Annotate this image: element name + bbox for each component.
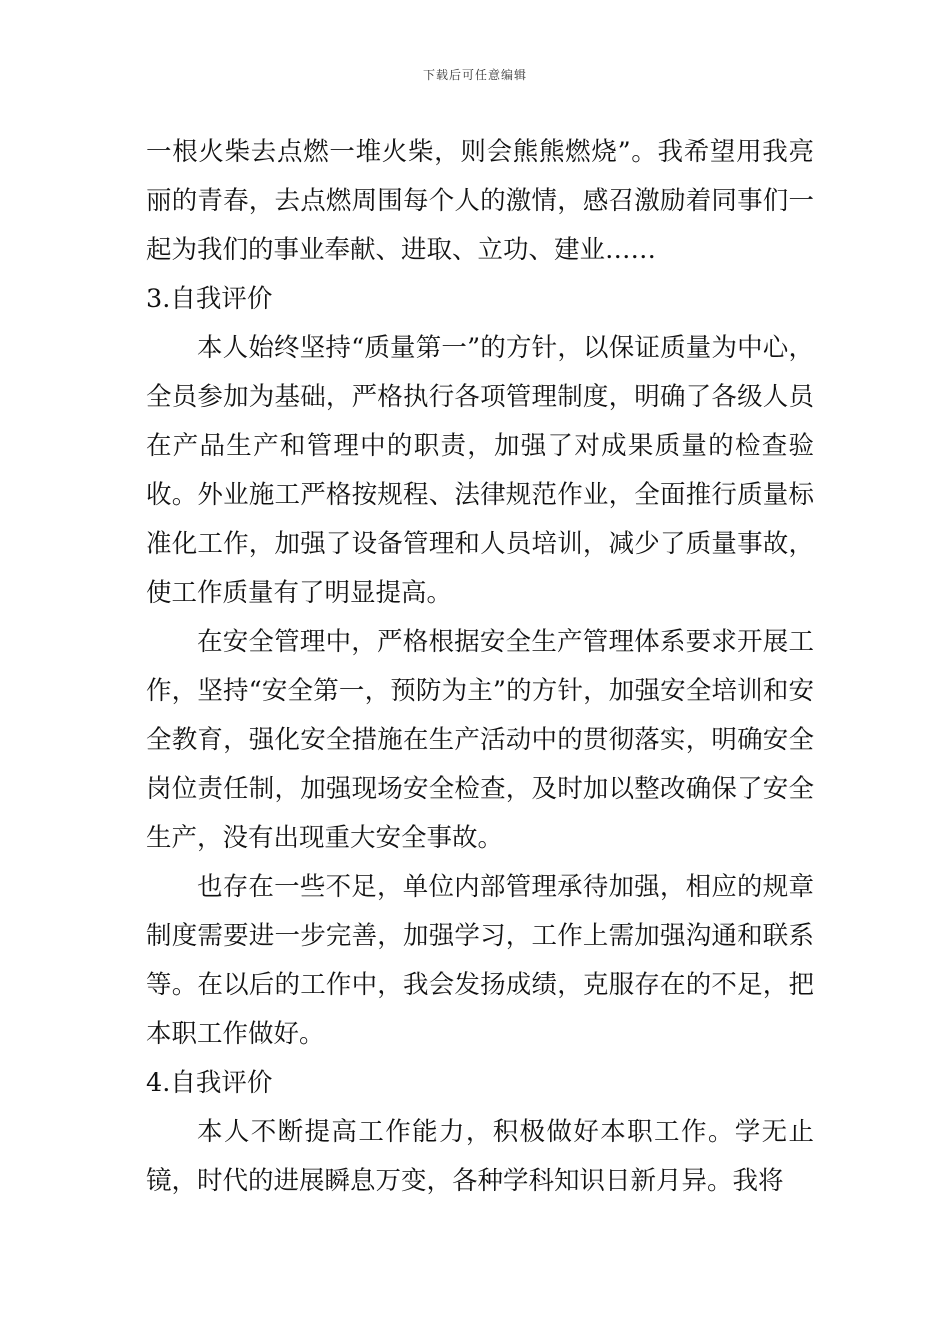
paragraph-safety: 在安全管理中，严格根据安全生产管理体系要求开展工作，坚持“安全第一，预防为主”的方针，加强安全培训和安全教育，强化安全措施在生产活动中的贯彻落实，明确安全岗位责任制，加强现场安全检查，及时加以整改确保了安全生产，没有出现重大安全事故。 xyxy=(146,627,814,853)
section-heading-3: 3.自我评价 xyxy=(146,284,273,314)
paragraph-shortcomings: 也存在一些不足，单位内部管理承待加强，相应的规章制度需要进一步完善，加强学习，工作上需加强沟通和联系等。在以后的工作中，我会发扬成绩，克服存在的不足，把本职工作做好。 xyxy=(146,872,814,1049)
section-heading-4: 4.自我评价 xyxy=(146,1068,273,1098)
paragraph-ability: 本人不断提高工作能力，积极做好本职工作。学无止镜，时代的进展瞬息万变，各种学科知识日新月异。我将 xyxy=(146,1117,814,1196)
paragraph-continuation: 一根火柴去点燃一堆火柴，则会熊熊燃烧”。我希望用我亮丽的青春，去点燃周围每个人的激情，感召激励着同事们一起为我们的事业奉献、进取、立功、建业…… xyxy=(146,137,814,265)
header-note: 下载后可任意编辑 xyxy=(422,68,527,82)
paragraph-quality: 本人始终坚持“质量第一”的方针，以保证质量为中心，全员参加为基础，严格执行各项管理制度，明确了各级人员在产品生产和管理中的职责，加强了对成果质量的检查验收。外业施工严格按规程、法律规范作业，全面推行质量标准化工作，加强了设备管理和人员培训，减少了质量事故，使工作质量有了明显提高。 xyxy=(146,333,814,608)
document-body xyxy=(146,128,814,1206)
